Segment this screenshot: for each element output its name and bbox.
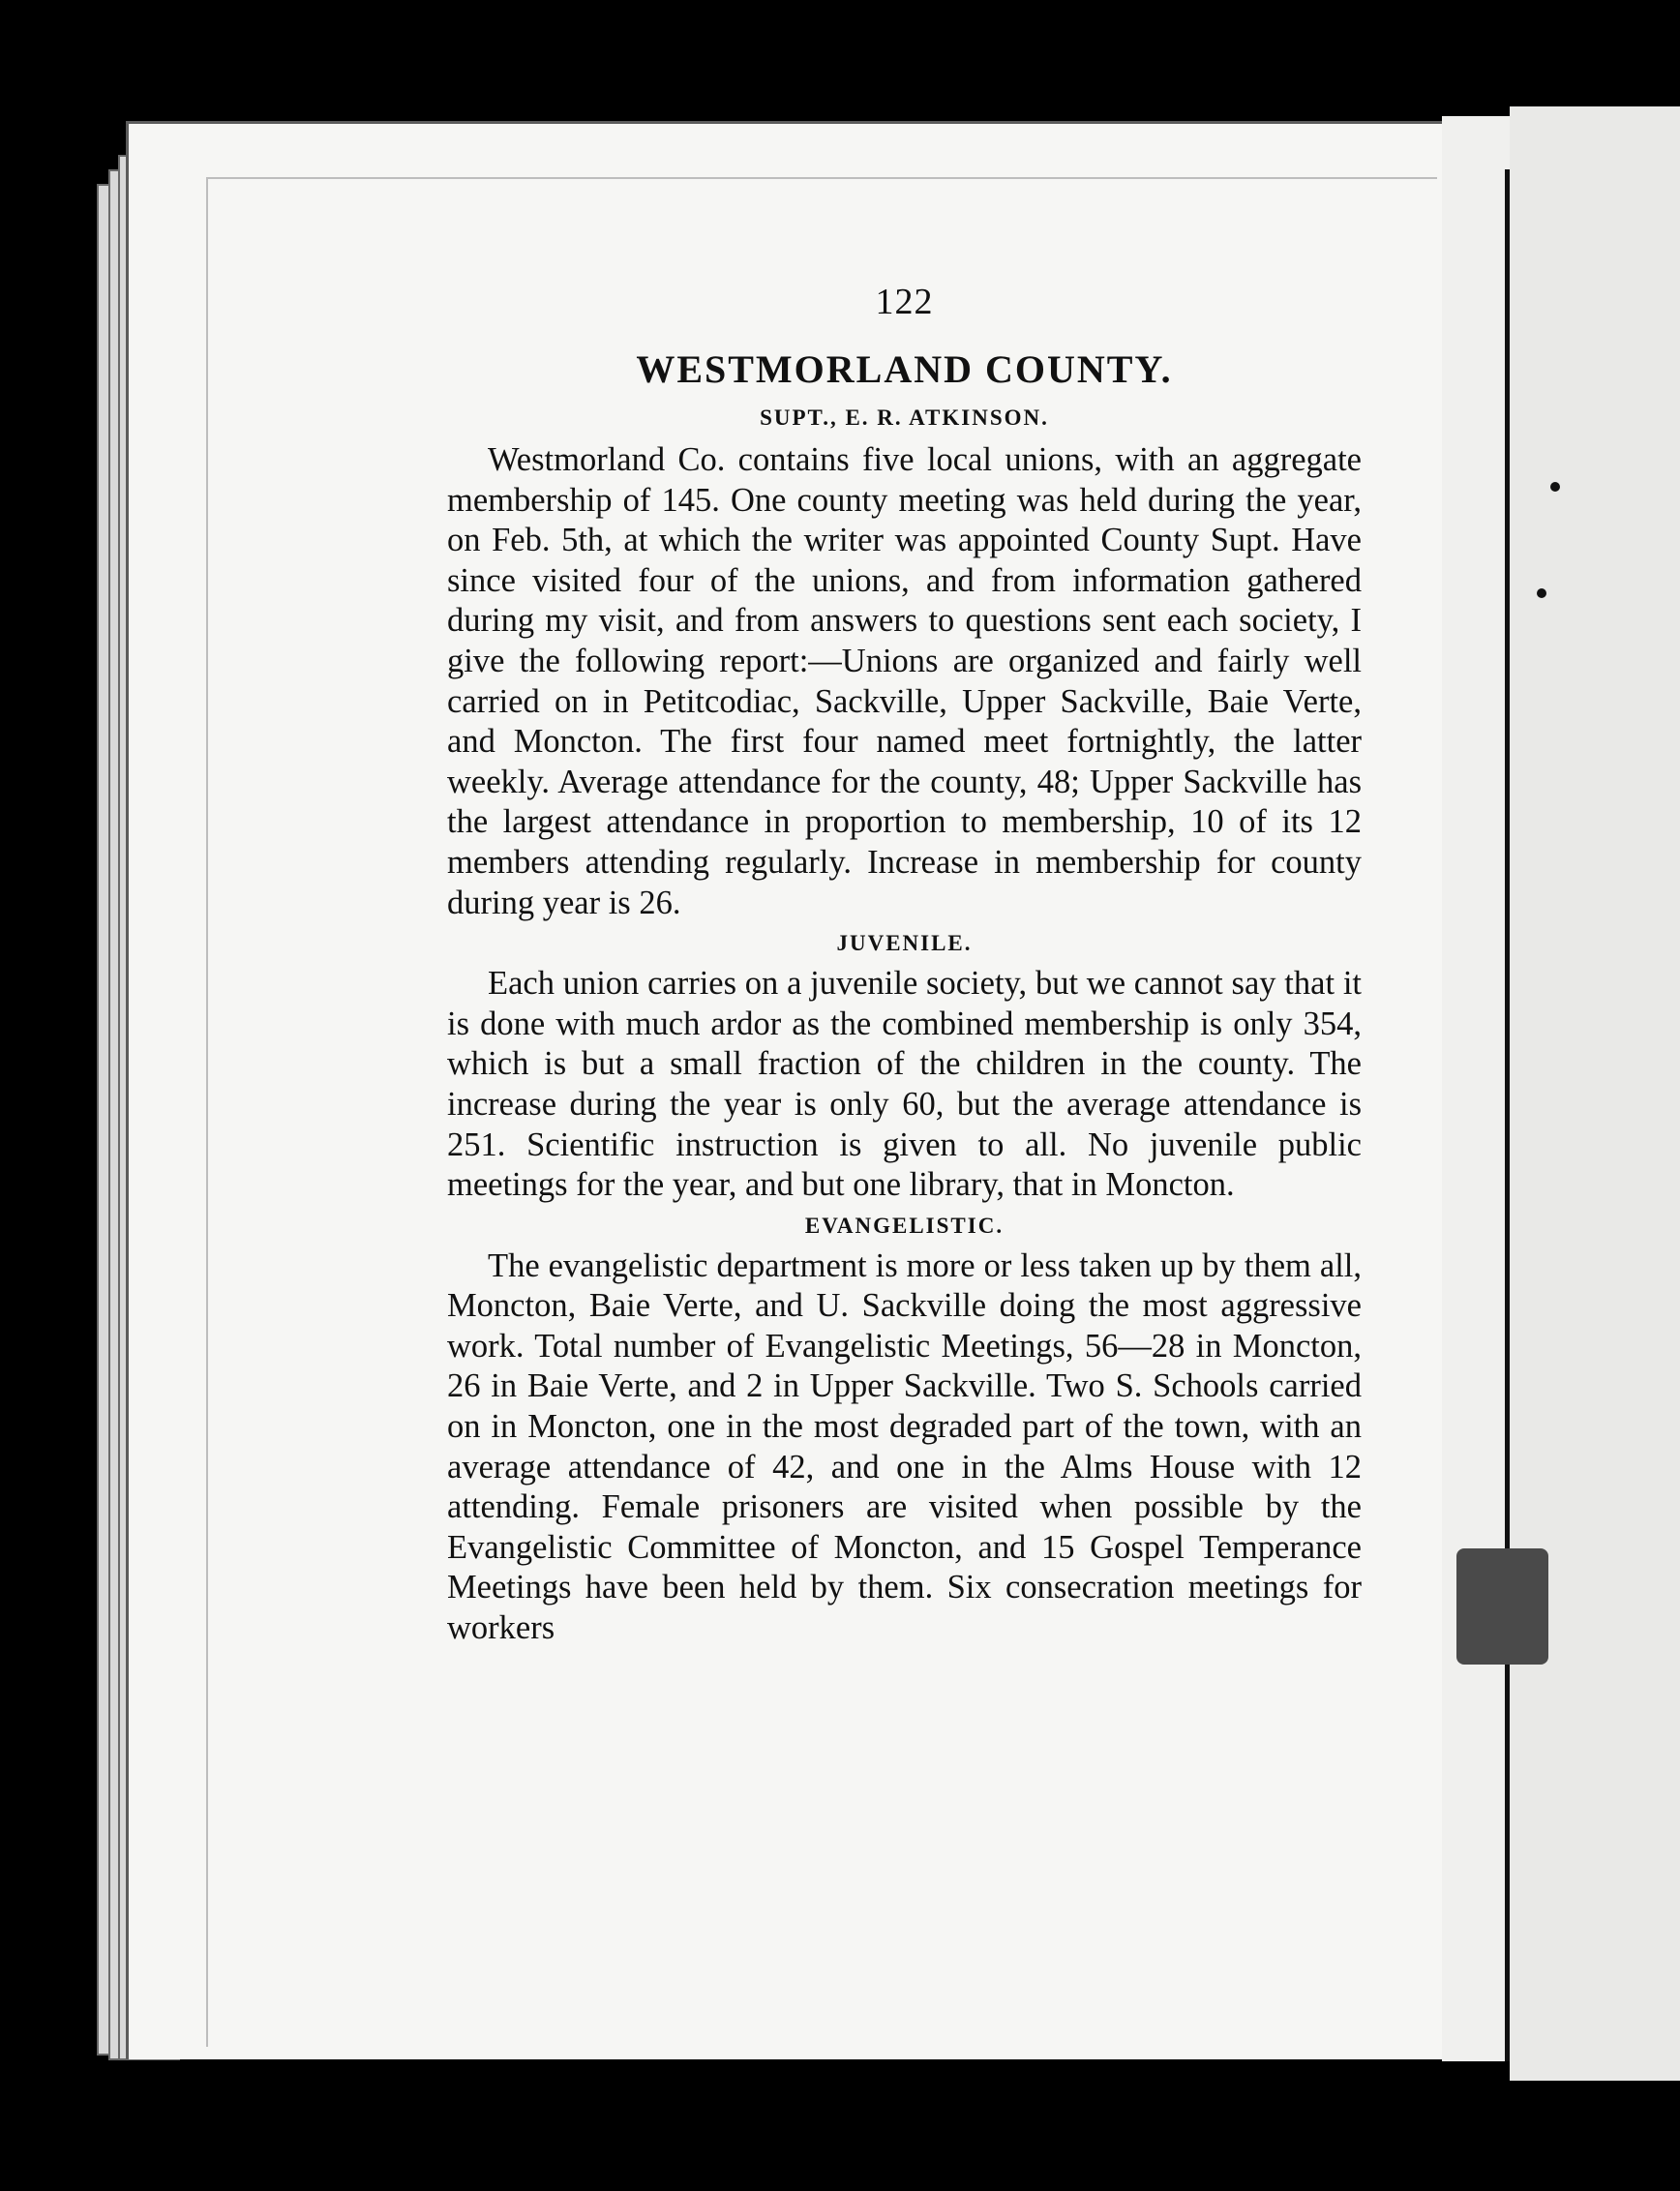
text-column: [447, 281, 1362, 1649]
speck-mark: [1537, 588, 1546, 598]
facing-page: [1510, 106, 1680, 2081]
evangelistic-paragraph: The evangelistic department is more or less taken up by them all, Moncton, Baie Verte, and U. Sackville doing the most aggressive work. Total number of Evangelistic Meetings, 56—28 in Moncton, 26 in Baie Verte, and 2 in Upper Sackville. Two S. Schools carried on in Moncton, one in the most degraded part of the town, with an average attendance of 42, and one in the Alms House with 12 attending. Female prisoners are visited when possible by the Evangelistic Committee of Moncton, and 15 Gospel Temperance Meetings have been held by them. Six consecration meetings for workers: [447, 1246, 1362, 1647]
superintendent-byline: SUPT., E. R. ATKINSON.: [760, 405, 1049, 430]
section-heading-evangelistic: EVANGELISTIC.: [804, 1213, 1005, 1238]
report-paragraph: Westmorland Co. contains five local unions, with an aggregate membership of 145. One county meeting was held during the year, on Feb. 5th, at which the writer was appointed County Supt. Have since visited four of the unions, and from information gathered during my visit, and from answers to questions sent each society, I give the following report:—Unions are organized and fairly well carried on in Petitcodiac, Sackville, Upper Sackville, Baie Verte, and Moncton. The first four named meet fortnightly, the latter weekly. Average attendance for the county, 48; Upper Sackville has the largest attendance in proportion to membership, 10 of its 12 members attending regularly. Increase in membership for county during year is 26.: [447, 441, 1362, 921]
book-spine: [1505, 169, 1510, 2061]
page-number: 122: [875, 282, 934, 322]
juvenile-paragraph: Each union carries on a juvenile society, but we cannot say that it is done with much ardor as the combined membership is only 354, which is but a small fraction of the children in the county. The increase during the year is only 60, but the average attendance is 251. Scientific instruction is given to all. No juvenile public meetings for the year, and but one library, that in Moncton.: [447, 965, 1362, 1204]
scan-border: [1510, 0, 1680, 106]
speck-mark: [1550, 482, 1560, 492]
page-title: WESTMORLAND COUNTY.: [636, 347, 1173, 391]
binding-tab: [1456, 1548, 1548, 1665]
section-heading-juvenile: JUVENILE.: [836, 931, 973, 956]
binding-gutter: [1442, 116, 1510, 2061]
